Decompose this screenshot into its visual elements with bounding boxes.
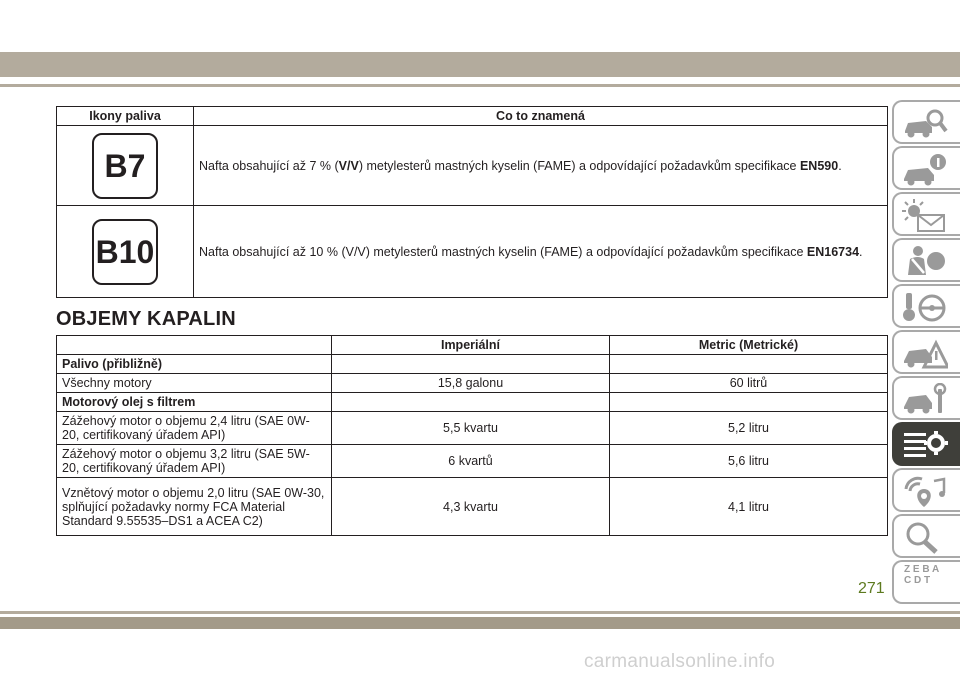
fuel-icons-header: Ikony paliva [57, 107, 194, 126]
tab-search[interactable] [892, 514, 960, 558]
car-warning-triangle-icon [902, 337, 948, 371]
b10-fuel-icon: B10 [92, 219, 158, 285]
tab-multimedia[interactable] [892, 468, 960, 512]
page-number: 271 [858, 580, 885, 597]
car-wrench-icon [902, 383, 948, 417]
search-index-icon [902, 521, 948, 555]
tab-starting-driving[interactable] [892, 284, 960, 328]
metric-header: Metric (Metrické) [610, 336, 888, 355]
car-search-icon [902, 107, 948, 141]
tab-car-info[interactable] [892, 146, 960, 190]
tab-emergency[interactable] [892, 330, 960, 374]
watermark: carmanualsonline.info [584, 651, 776, 672]
bottom-decorative-band [0, 617, 960, 629]
top-divider-line [0, 84, 960, 87]
media-navigation-icon [902, 475, 948, 509]
tab-technical-specifications[interactable] [892, 422, 960, 466]
table-row: Zážehový motor o objemu 2,4 litru (SAE 0W-20, certifikovaný úřadem API) 5,5 kvartu 5,2 litru [57, 412, 888, 445]
tab-warning-lights[interactable] [892, 192, 960, 236]
bottom-divider-line [0, 611, 960, 614]
specs-gear-icon [902, 429, 948, 463]
top-decorative-band [0, 52, 960, 77]
b7-description: Nafta obsahující až 7 % (V/V) metylesterů mastných kyselin (FAME) a odpovídající požadavkům specifikace EN590. [194, 126, 888, 206]
car-info-icon [902, 153, 948, 187]
b10-description: Nafta obsahující až 10 % (V/V) metylesterů mastných kyselin (FAME) a odpovídající požadavkům specifikace EN16734. [194, 206, 888, 298]
key-steering-wheel-icon [902, 291, 948, 325]
group-row-fuel: Palivo (přibližně) [57, 355, 888, 374]
table-row: Zážehový motor o objemu 3,2 litru (SAE 5W-20, certifikovaný úřadem API) 6 kvartů 5,6 litru [57, 445, 888, 478]
fluid-table-header [57, 336, 888, 355]
tab-servicing[interactable] [892, 376, 960, 420]
table-row: Vznětový motor o objemu 2,0 litru (SAE 0W-30, splňující požadavky normy FCA Material Standard 9.55535–DS1 a ACEA C2) 4,3 kvartu 4,1 litru [57, 478, 888, 536]
fuel-table-header [57, 107, 888, 126]
tab-alphabetical-index[interactable] [892, 560, 960, 604]
group-row-oil: Motorový olej s filtrem [57, 393, 888, 412]
table-row [57, 126, 888, 206]
fluid-capacities-table [56, 335, 888, 536]
seatbelt-airbag-icon [902, 245, 948, 279]
b7-fuel-icon: B7 [92, 133, 158, 199]
alphabet-index-icon: Z E B A C D T [904, 564, 939, 586]
table-row: Všechny motory 15,8 galonu 60 litrů [57, 374, 888, 393]
warning-light-mail-icon [902, 199, 948, 233]
section-title: OBJEMY KAPALIN [56, 308, 236, 330]
imperial-header: Imperiální [332, 336, 610, 355]
fuel-icons-table [56, 106, 888, 298]
tab-car-search[interactable] [892, 100, 960, 144]
table-row [57, 206, 888, 298]
tab-safety[interactable] [892, 238, 960, 282]
meaning-header: Co to znamená [194, 107, 888, 126]
